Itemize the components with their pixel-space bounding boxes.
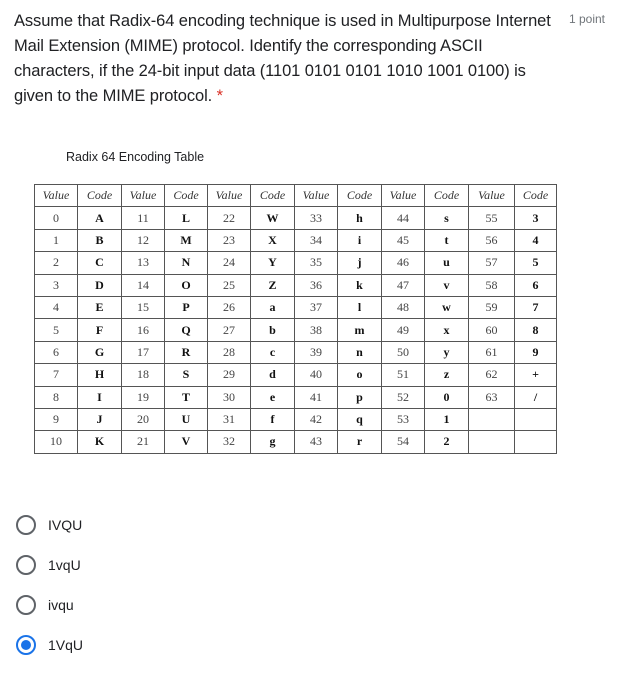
code-cell: D xyxy=(78,274,122,296)
code-cell: Z xyxy=(251,274,295,296)
code-cell: 4 xyxy=(515,229,557,251)
radio-dot-icon xyxy=(21,640,31,650)
code-cell: i xyxy=(338,229,382,251)
value-cell: 5 xyxy=(35,319,78,341)
table-header-cell: Value xyxy=(208,185,251,207)
value-cell: 53 xyxy=(382,408,425,430)
table-row xyxy=(35,408,557,430)
option-2[interactable] xyxy=(16,585,83,625)
value-cell: 40 xyxy=(295,364,338,386)
table-header-cell: Value xyxy=(382,185,425,207)
value-cell: 45 xyxy=(382,229,425,251)
code-cell: 7 xyxy=(515,296,557,318)
value-cell: 30 xyxy=(208,386,251,408)
code-cell: T xyxy=(165,386,208,408)
option-label: 1VqU xyxy=(48,637,84,653)
code-cell: h xyxy=(338,207,382,229)
code-cell: x xyxy=(425,319,469,341)
value-cell: 31 xyxy=(208,408,251,430)
radio-button[interactable] xyxy=(16,555,36,575)
value-cell: 63 xyxy=(469,386,515,408)
code-cell: v xyxy=(425,274,469,296)
code-cell: U xyxy=(165,408,208,430)
value-cell: 44 xyxy=(382,207,425,229)
value-cell xyxy=(469,408,515,430)
value-cell: 33 xyxy=(295,207,338,229)
value-cell: 57 xyxy=(469,252,515,274)
code-cell: + xyxy=(515,364,557,386)
code-cell: I xyxy=(78,386,122,408)
code-cell: Y xyxy=(251,252,295,274)
table-body xyxy=(35,207,557,453)
table-row xyxy=(35,252,557,274)
value-cell: 11 xyxy=(122,207,165,229)
value-cell: 22 xyxy=(208,207,251,229)
code-cell: y xyxy=(425,341,469,363)
code-cell: e xyxy=(251,386,295,408)
code-cell: Q xyxy=(165,319,208,341)
code-cell: 1 xyxy=(425,408,469,430)
code-cell xyxy=(515,431,557,453)
code-cell: 6 xyxy=(515,274,557,296)
value-cell xyxy=(469,431,515,453)
code-cell: H xyxy=(78,364,122,386)
radio-button[interactable] xyxy=(16,515,36,535)
value-cell: 39 xyxy=(295,341,338,363)
value-cell: 8 xyxy=(35,386,78,408)
option-3[interactable] xyxy=(16,625,83,665)
value-cell: 51 xyxy=(382,364,425,386)
points-label: 1 point xyxy=(568,12,605,26)
code-cell: F xyxy=(78,319,122,341)
value-cell: 26 xyxy=(208,296,251,318)
code-cell: 0 xyxy=(425,386,469,408)
value-cell: 10 xyxy=(35,431,78,453)
value-cell: 34 xyxy=(295,229,338,251)
value-cell: 12 xyxy=(122,229,165,251)
value-cell: 49 xyxy=(382,319,425,341)
table-row xyxy=(35,319,557,341)
option-label: 1vqU xyxy=(48,557,81,573)
value-cell: 59 xyxy=(469,296,515,318)
code-cell: 2 xyxy=(425,431,469,453)
code-cell: A xyxy=(78,207,122,229)
value-cell: 41 xyxy=(295,386,338,408)
table-header-cell: Value xyxy=(469,185,515,207)
table-header-cell: Code xyxy=(78,185,122,207)
value-cell: 1 xyxy=(35,229,78,251)
value-cell: 52 xyxy=(382,386,425,408)
value-cell: 19 xyxy=(122,386,165,408)
question-text: Assume that Radix-64 encoding technique is used in Multipurpose Internet Mail Extension (MIME) protocol. Identify the corresponding ASCII characters, if the 24-bit input data (1101 0101 0101 1010 1001 0100) is given to the MIME protocol. xyxy=(14,12,551,105)
value-cell: 42 xyxy=(295,408,338,430)
answer-options xyxy=(16,505,83,665)
radio-button[interactable] xyxy=(16,595,36,615)
code-cell: j xyxy=(338,252,382,274)
table-caption: Radix 64 Encoding Table xyxy=(66,150,205,164)
value-cell: 24 xyxy=(208,252,251,274)
value-cell: 32 xyxy=(208,431,251,453)
table-header-cell: Code xyxy=(251,185,295,207)
table-header-cell: Code xyxy=(165,185,208,207)
value-cell: 61 xyxy=(469,341,515,363)
table-header-row xyxy=(35,185,557,207)
value-cell: 56 xyxy=(469,229,515,251)
value-cell: 36 xyxy=(295,274,338,296)
table-header-cell: Code xyxy=(338,185,382,207)
value-cell: 15 xyxy=(122,296,165,318)
value-cell: 48 xyxy=(382,296,425,318)
value-cell: 37 xyxy=(295,296,338,318)
value-cell: 3 xyxy=(35,274,78,296)
table-header-cell: Value xyxy=(122,185,165,207)
value-cell: 9 xyxy=(35,408,78,430)
code-cell: B xyxy=(78,229,122,251)
code-cell: N xyxy=(165,252,208,274)
code-cell: w xyxy=(425,296,469,318)
table-header-cell: Code xyxy=(425,185,469,207)
value-cell: 2 xyxy=(35,252,78,274)
value-cell: 7 xyxy=(35,364,78,386)
code-cell: / xyxy=(515,386,557,408)
table-row xyxy=(35,229,557,251)
code-cell: L xyxy=(165,207,208,229)
value-cell: 23 xyxy=(208,229,251,251)
table-row xyxy=(35,341,557,363)
code-cell: 5 xyxy=(515,252,557,274)
value-cell: 25 xyxy=(208,274,251,296)
code-cell: n xyxy=(338,341,382,363)
value-cell: 55 xyxy=(469,207,515,229)
value-cell: 43 xyxy=(295,431,338,453)
code-cell: s xyxy=(425,207,469,229)
value-cell: 17 xyxy=(122,341,165,363)
table-row xyxy=(35,207,557,229)
value-cell: 14 xyxy=(122,274,165,296)
value-cell: 13 xyxy=(122,252,165,274)
code-cell: O xyxy=(165,274,208,296)
value-cell: 38 xyxy=(295,319,338,341)
table-row xyxy=(35,296,557,318)
value-cell: 20 xyxy=(122,408,165,430)
code-cell: o xyxy=(338,364,382,386)
code-cell: G xyxy=(78,341,122,363)
code-cell: q xyxy=(338,408,382,430)
code-cell: P xyxy=(165,296,208,318)
code-cell: 8 xyxy=(515,319,557,341)
code-cell: d xyxy=(251,364,295,386)
value-cell: 21 xyxy=(122,431,165,453)
code-cell: m xyxy=(338,319,382,341)
option-0[interactable] xyxy=(16,505,83,545)
code-cell: c xyxy=(251,341,295,363)
radio-button[interactable] xyxy=(16,635,36,655)
value-cell: 6 xyxy=(35,341,78,363)
code-cell: M xyxy=(165,229,208,251)
code-cell: g xyxy=(251,431,295,453)
code-cell: k xyxy=(338,274,382,296)
code-cell: 3 xyxy=(515,207,557,229)
value-cell: 60 xyxy=(469,319,515,341)
option-1[interactable] xyxy=(16,545,83,585)
code-cell: f xyxy=(251,408,295,430)
code-cell: b xyxy=(251,319,295,341)
option-label: IVQU xyxy=(48,517,83,533)
code-cell: u xyxy=(425,252,469,274)
table-row xyxy=(35,274,557,296)
value-cell: 29 xyxy=(208,364,251,386)
table-header-cell: Value xyxy=(35,185,78,207)
code-cell: V xyxy=(165,431,208,453)
code-cell: E xyxy=(78,296,122,318)
value-cell: 27 xyxy=(208,319,251,341)
code-cell: J xyxy=(78,408,122,430)
table-row xyxy=(35,386,557,408)
code-cell xyxy=(515,408,557,430)
code-cell: R xyxy=(165,341,208,363)
value-cell: 50 xyxy=(382,341,425,363)
value-cell: 18 xyxy=(122,364,165,386)
table-row xyxy=(35,431,557,453)
value-cell: 47 xyxy=(382,274,425,296)
code-cell: a xyxy=(251,296,295,318)
required-asterisk: * xyxy=(216,87,223,105)
value-cell: 46 xyxy=(382,252,425,274)
table-header-cell: Value xyxy=(295,185,338,207)
value-cell: 35 xyxy=(295,252,338,274)
code-cell: X xyxy=(251,229,295,251)
code-cell: K xyxy=(78,431,122,453)
value-cell: 16 xyxy=(122,319,165,341)
code-cell: l xyxy=(338,296,382,318)
value-cell: 58 xyxy=(469,274,515,296)
table-header-cell: Code xyxy=(515,185,557,207)
value-cell: 4 xyxy=(35,296,78,318)
code-cell: C xyxy=(78,252,122,274)
radix64-encoding-table xyxy=(34,184,557,454)
value-cell: 54 xyxy=(382,431,425,453)
code-cell: r xyxy=(338,431,382,453)
value-cell: 62 xyxy=(469,364,515,386)
value-cell: 28 xyxy=(208,341,251,363)
value-cell: 0 xyxy=(35,207,78,229)
code-cell: z xyxy=(425,364,469,386)
code-cell: 9 xyxy=(515,341,557,363)
option-label: ivqu xyxy=(48,597,74,613)
code-cell: p xyxy=(338,386,382,408)
code-cell: t xyxy=(425,229,469,251)
table-row xyxy=(35,364,557,386)
code-cell: W xyxy=(251,207,295,229)
code-cell: S xyxy=(165,364,208,386)
question-title xyxy=(14,9,559,109)
